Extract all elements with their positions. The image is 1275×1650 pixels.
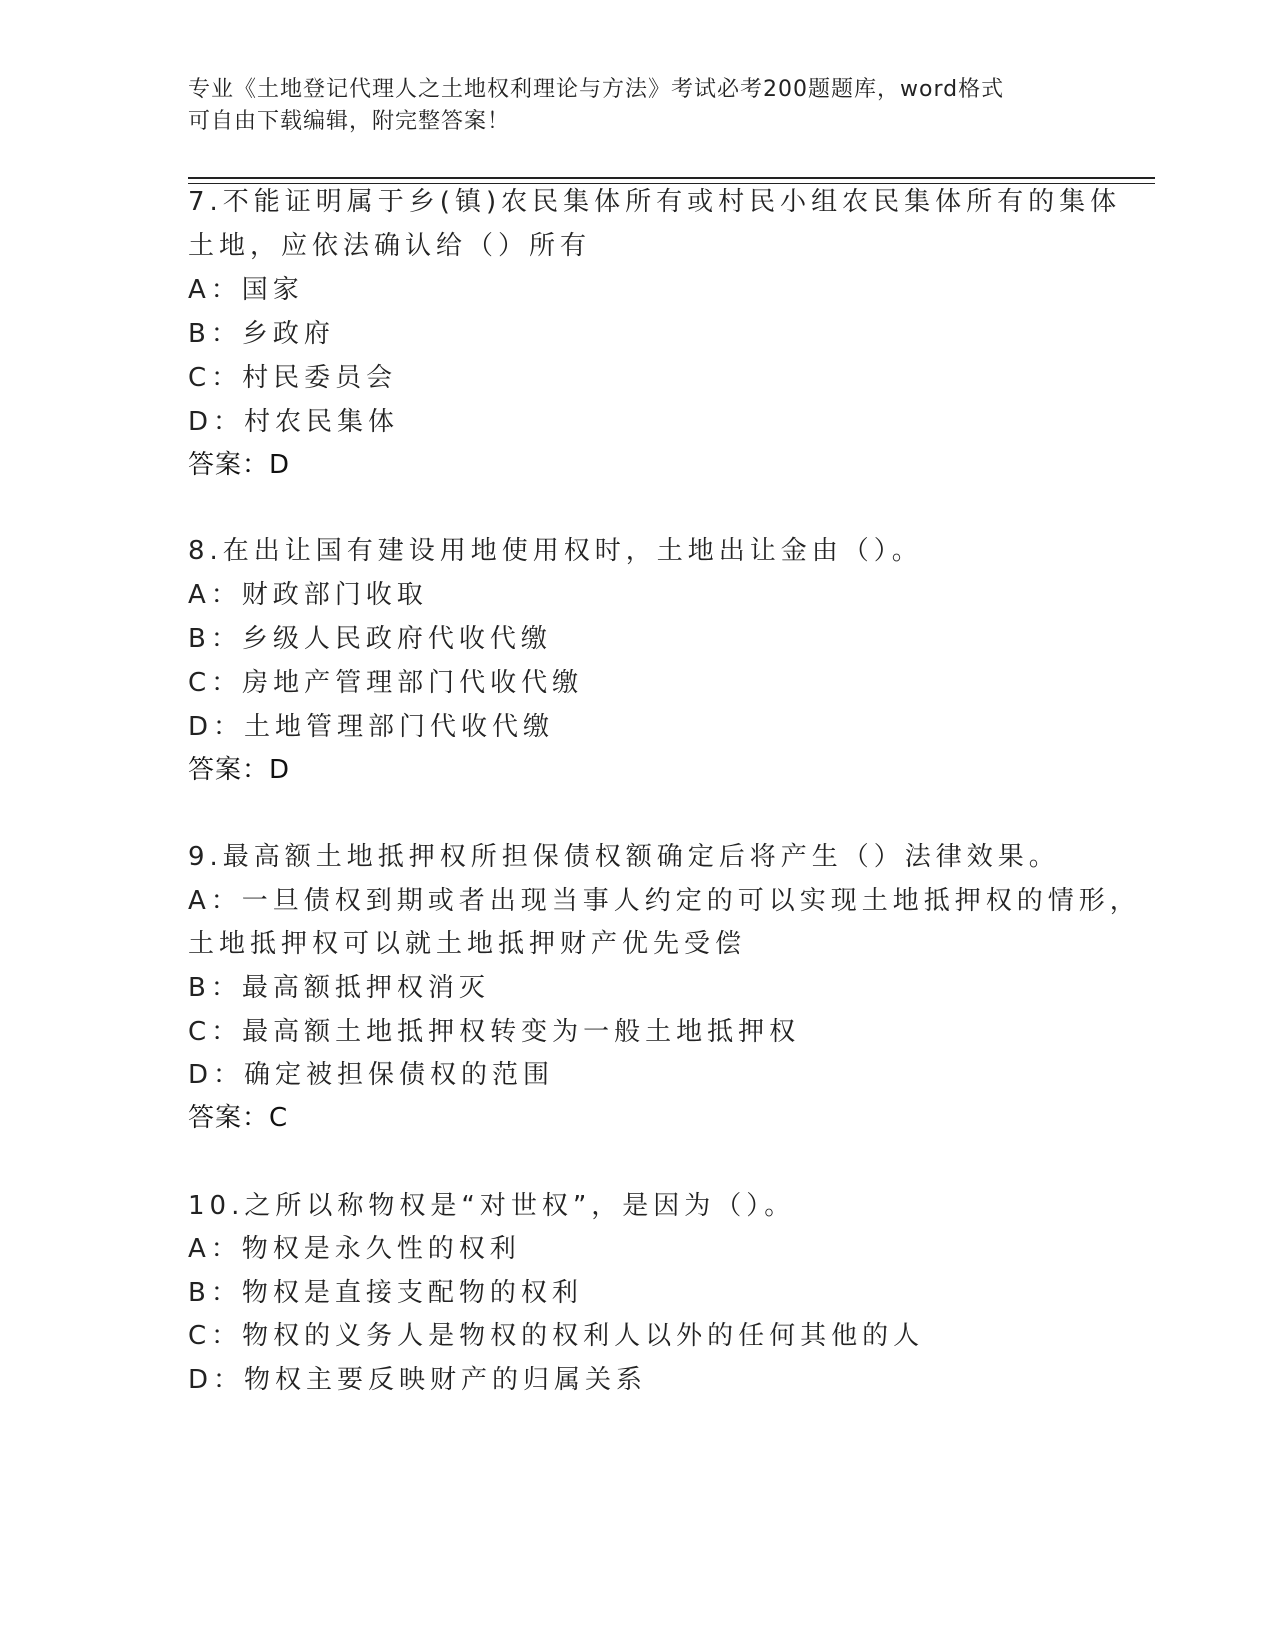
question-10-option-a: A：物权是永久性的权利: [188, 1234, 521, 1264]
question-8-option-b: B：乡级人民政府代收代缴: [188, 624, 552, 654]
question-7-option-c: C：村民委员会: [188, 363, 398, 393]
question-8-stem-line-1: 8.在出让国有建设用地使用权时，土地出让金由（）。: [188, 536, 923, 566]
header-divider-thick: [188, 177, 1155, 179]
header-line-2: 可自由下载编辑，附完整答案！: [188, 109, 511, 134]
question-7-option-a: A：国家: [188, 275, 304, 305]
question-9-option-a-line-2: 土地抵押权可以就土地抵押财产优先受偿: [188, 929, 747, 959]
header-line-1: 专业《土地登记代理人之土地权利理论与方法》考试必考200题题库，word格式: [188, 77, 1005, 102]
question-7-stem-line-1: 7.不能证明属于乡(镇)农民集体所有或村民小组农民集体所有的集体: [188, 187, 1122, 217]
question-7-option-b: B：乡政府: [188, 319, 335, 349]
question-9-option-b: B：最高额抵押权消灭: [188, 973, 490, 1003]
question-7-option-d: D：村农民集体: [188, 407, 400, 437]
question-9-option-d: D：确定被担保债权的范围: [188, 1060, 555, 1090]
question-8-answer: 答案：D: [188, 755, 291, 785]
question-7-stem-line-2: 土地，应依法确认给（）所有: [188, 231, 592, 261]
question-10-option-c: C：物权的义务人是物权的权利人以外的任何其他的人: [188, 1321, 925, 1351]
question-8-option-d: D：土地管理部门代收代缴: [188, 712, 555, 742]
question-8-option-a: A：财政部门收取: [188, 580, 428, 610]
question-9-answer: 答案：C: [188, 1103, 289, 1133]
question-7-answer: 答案：D: [188, 450, 291, 480]
question-9-stem-line-1: 9.最高额土地抵押权所担保债权额确定后将产生（）法律效果。: [188, 842, 1060, 872]
question-9-option-c: C：最高额土地抵押权转变为一般土地抵押权: [188, 1017, 801, 1047]
question-9-option-a-line-1: A：一旦债权到期或者出现当事人约定的可以实现土地抵押权的情形，: [188, 886, 1141, 916]
header-divider-thin: [188, 183, 1155, 184]
question-10-option-d: D：物权主要反映财产的归属关系: [188, 1365, 648, 1395]
question-10-stem-line-1: 10.之所以称物权是“对世权”，是因为（）。: [188, 1191, 796, 1221]
question-8-option-c: C：房地产管理部门代收代缴: [188, 668, 584, 698]
document-header: [188, 74, 1088, 138]
question-10-option-b: B：物权是直接支配物的权利: [188, 1278, 583, 1308]
